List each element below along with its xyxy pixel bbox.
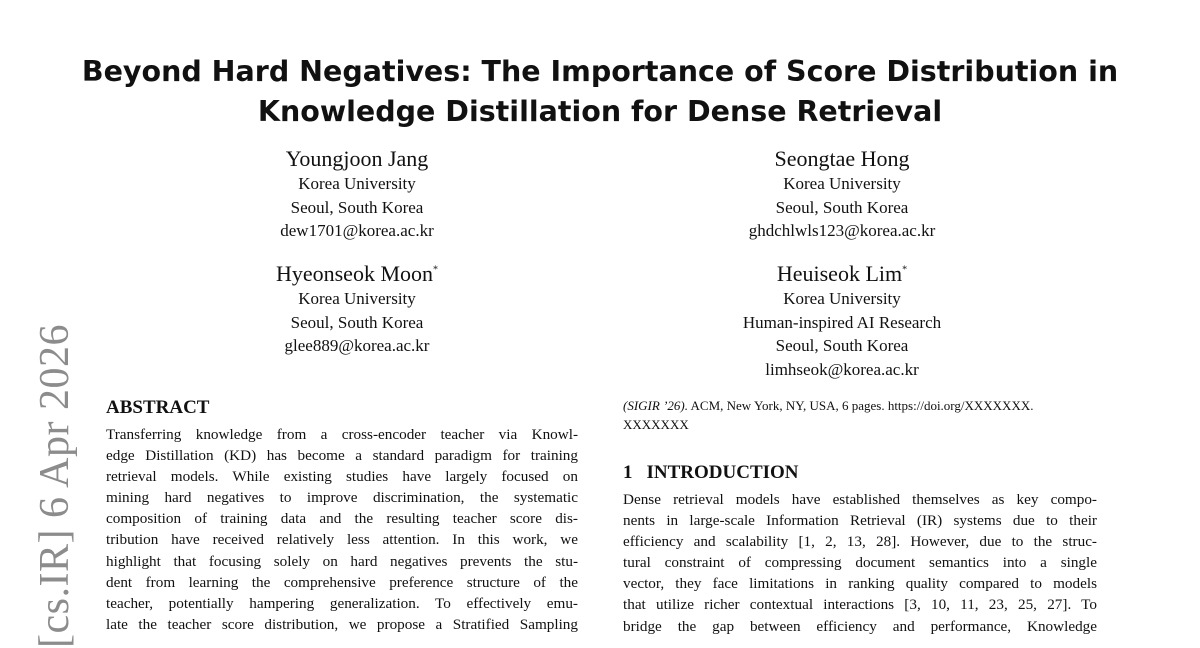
- paper-title: [60, 52, 1140, 132]
- corresponding-author-mark: *: [902, 264, 908, 276]
- abstract-line: retrieval models. While existing studies have largely focused on: [106, 468, 578, 486]
- introduction-section: [623, 461, 1097, 637]
- abstract-line: edge Distillation (KD) has become a standard paradigm for training: [106, 447, 578, 465]
- abstract-line: teacher, potentially hampering generalization. To effectively emu-: [106, 594, 578, 612]
- author-location: Seoul, South Korea: [775, 336, 909, 355]
- author-affiliation: Korea University: [783, 289, 901, 308]
- right-column: [623, 396, 1097, 637]
- author-location: Seoul, South Korea: [290, 197, 424, 217]
- author-block: [187, 261, 527, 358]
- arxiv-identifier-stamp: [cs.IR] 6 Apr 2026: [32, 324, 78, 648]
- introduction-line: vector, they face limitations in ranking quality compared to models: [623, 575, 1097, 593]
- reference-doi-continuation: XXXXXXX: [623, 417, 689, 432]
- author-location: Seoul, South Korea: [290, 312, 424, 332]
- author-affiliation: Korea University: [783, 174, 901, 193]
- introduction-line: bridge the gap between efficiency and performance, Knowledge: [623, 617, 1097, 635]
- abstract-line: tribution have received relatively less attention. In this work, we: [106, 531, 578, 549]
- abstract-line: highlight that focusing solely on hard negatives prevents the stu-: [106, 552, 578, 570]
- section-number: 1: [623, 462, 633, 483]
- author-email: dew1701@korea.ac.kr: [280, 221, 434, 240]
- paper-title-line-2: Knowledge Distillation for Dense Retrieval: [257, 95, 943, 128]
- author-block: [672, 146, 1012, 243]
- abstract-line: composition of training data and the resulting teacher score dis-: [106, 510, 578, 528]
- abstract-line: mining hard negatives to improve discrimination, the systematic: [106, 489, 578, 507]
- abstract-line: Transferring knowledge from a cross-encoder teacher via Knowl-: [106, 426, 578, 443]
- author-email: ghdchlwls123@korea.ac.kr: [748, 221, 936, 240]
- introduction-line: tural constraint of compressing document semantics into a single: [623, 554, 1097, 572]
- author-affiliation: Korea University: [298, 174, 416, 193]
- abstract-line: late the teacher score distribution, we propose a Stratified Sampling: [106, 615, 578, 633]
- author-name: Seongtae Hong: [774, 146, 910, 171]
- corresponding-author-mark: *: [433, 264, 439, 276]
- reference-venue: (SIGIR ’26).: [623, 398, 688, 413]
- abstract-section: [106, 396, 578, 635]
- introduction-heading: [623, 461, 1097, 485]
- author-name: Youngjoon Jang: [285, 146, 429, 171]
- abstract-body: [106, 424, 578, 635]
- introduction-line: efficiency and scalability [1, 2, 13, 28]. However, due to the struc-: [623, 533, 1097, 551]
- reference-details: ACM, New York, NY, USA, 6 pages. https://doi.org/XXXXXXX.: [687, 398, 1034, 413]
- abstract-line: dent from learning the comprehensive preference structure of the: [106, 573, 578, 591]
- abstract-heading: ABSTRACT: [106, 397, 210, 418]
- introduction-line: Dense retrieval models have established themselves as key compo-: [623, 491, 1097, 508]
- author-block: [672, 261, 1012, 381]
- author-name: Hyeonseok Moon*: [275, 261, 439, 286]
- author-name: Heuiseok Lim*: [776, 261, 908, 286]
- reference-line: [623, 396, 1097, 415]
- paper-title-line-1: Beyond Hard Negatives: The Importance of Score Distribution in: [81, 55, 1119, 88]
- introduction-line: that utilize richer contextual interactions [3, 10, 11, 23, 25, 27]. To: [623, 596, 1097, 614]
- introduction-body: [623, 489, 1097, 637]
- author-affiliation: Korea University: [298, 289, 416, 308]
- author-block: [187, 146, 527, 243]
- author-location: Seoul, South Korea: [775, 197, 909, 217]
- author-affiliation-secondary: Human-inspired AI Research: [742, 312, 942, 332]
- author-email: glee889@korea.ac.kr: [284, 336, 430, 355]
- section-title: INTRODUCTION: [646, 462, 799, 483]
- author-email: limhseok@korea.ac.kr: [765, 359, 919, 379]
- acm-reference-format: [623, 396, 1097, 434]
- introduction-line: nents in large-scale Information Retrieval (IR) systems due to their: [623, 512, 1097, 530]
